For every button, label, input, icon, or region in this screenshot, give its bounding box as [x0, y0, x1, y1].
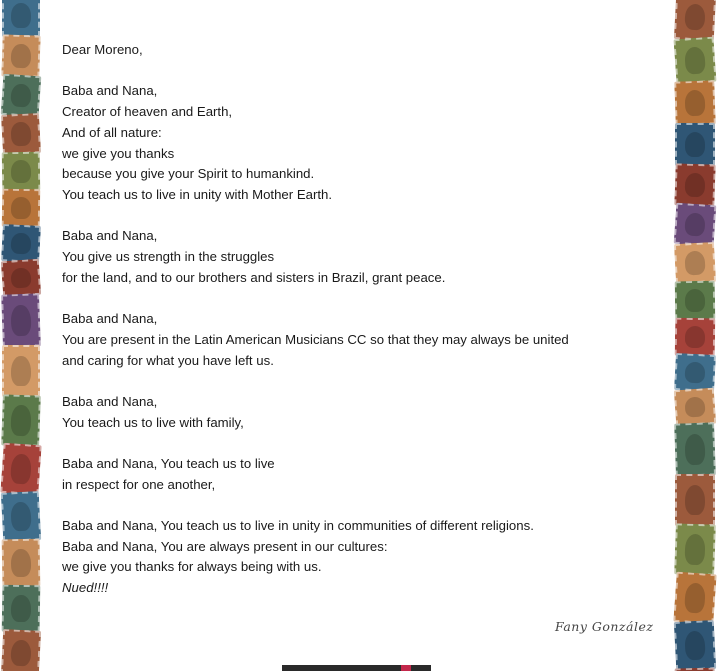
- letter-line: Nued!!!!: [62, 580, 109, 596]
- letter-line: Baba and Nana, You teach us to live in unity in communities of different religions.: [62, 518, 534, 534]
- letter-line: and caring for what you have left us.: [62, 352, 274, 368]
- paragraph-gap: [62, 371, 652, 392]
- postage-stamp: [675, 474, 715, 526]
- bottom-image-accent: [401, 665, 411, 671]
- letter-line: You teach us to live with family,: [62, 414, 244, 430]
- paragraph-gap: [62, 61, 652, 82]
- postage-stamp: [1, 629, 41, 671]
- postage-stamp: [674, 422, 716, 476]
- postage-stamp: [673, 572, 716, 625]
- postage-stamp: [1, 293, 41, 347]
- postage-stamp: [2, 345, 40, 397]
- letter-line: You are present in the Latin American Musicians CC so that they may always be united: [62, 331, 569, 347]
- letter-line: for the land, and to our brothers and sisters in Brazil, grant peace.: [62, 269, 446, 285]
- paragraph-gap: [62, 206, 652, 227]
- letter-line: You teach us to live in unity with Mother Earth.: [62, 186, 333, 202]
- salutation: Dear Moreno,: [62, 42, 143, 57]
- postage-stamp: [2, 152, 41, 192]
- paragraph-gap: [62, 495, 652, 516]
- postage-stamp: [2, 539, 41, 588]
- postage-stamp: [675, 123, 715, 166]
- postage-stamp: [674, 163, 715, 206]
- letter-line: And of all nature:: [62, 124, 162, 140]
- postage-stamp: [674, 242, 716, 284]
- letter-line: Baba and Nana,: [62, 83, 158, 99]
- postage-stamp: [1, 34, 40, 77]
- postage-stamp: [675, 281, 716, 321]
- postage-stamp: [2, 585, 41, 633]
- paragraph-gap: [62, 288, 652, 309]
- postage-stamp: [2, 0, 40, 37]
- bottom-image-strip: [282, 665, 431, 671]
- postage-stamp: [1, 394, 41, 446]
- postage-stamp: [675, 668, 716, 671]
- stamp-border-left: [0, 0, 42, 671]
- postage-stamp: [1, 74, 42, 118]
- postage-stamp: [2, 189, 41, 228]
- postage-stamp: [1, 491, 42, 542]
- postage-stamp: [674, 388, 716, 427]
- postage-stamp: [674, 353, 716, 392]
- postage-stamp: [0, 443, 41, 496]
- postage-stamp: [674, 80, 716, 125]
- postage-stamp: [1, 113, 41, 155]
- stamp-border-right: [673, 0, 717, 671]
- postage-stamp: [675, 318, 716, 357]
- letter-line: Baba and Nana,: [62, 393, 158, 409]
- postage-stamp: [1, 259, 41, 298]
- letter-line: in respect for one another,: [62, 476, 216, 492]
- postage-stamp: [674, 620, 717, 671]
- paragraph-gap: [62, 433, 652, 454]
- letter-line: because you give your Spirit to humankind.: [62, 166, 315, 182]
- letter-body: [62, 40, 652, 599]
- postage-stamp: [673, 37, 716, 85]
- postage-stamp: [674, 0, 716, 41]
- letter-line: we give you thanks: [62, 145, 175, 161]
- letter-line: Baba and Nana,: [62, 311, 158, 327]
- letter-line: Creator of heaven and Earth,: [62, 104, 233, 120]
- letter-line: Baba and Nana,: [62, 228, 158, 244]
- postage-stamp: [674, 203, 717, 247]
- signature: Fany González: [555, 619, 654, 634]
- letter-line: Baba and Nana, You teach us to live: [62, 455, 275, 471]
- postage-stamp: [1, 224, 41, 263]
- letter-line: we give you thanks for always being with us.: [62, 559, 322, 575]
- postage-stamp: [674, 523, 716, 575]
- letter-line: Baba and Nana, You are always present in our cultures:: [62, 538, 388, 554]
- letter-page: [42, 0, 673, 671]
- letter-line: You give us strength in the struggles: [62, 249, 275, 264]
